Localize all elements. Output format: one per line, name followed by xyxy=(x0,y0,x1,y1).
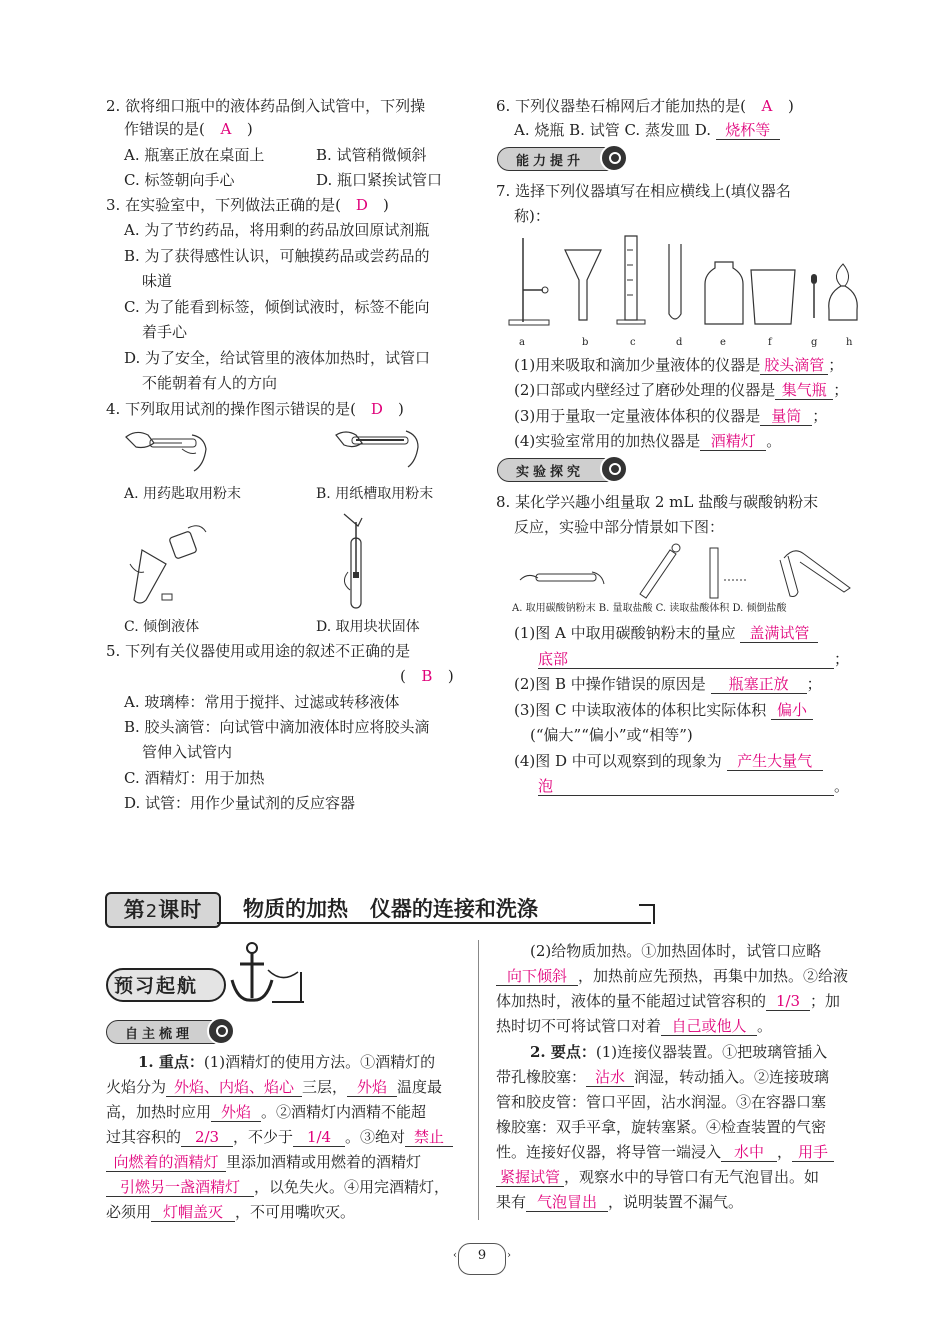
q8-blank-1-2: 底部 xyxy=(538,650,834,669)
q3-option-b: B. 为了获得感性认识，可触摸药品或尝药品的 xyxy=(124,247,430,265)
q8-sub-2: (2)图 B 中操作错误的原因是 瓶塞正放 ； xyxy=(514,675,822,693)
q3-stem: 3. 在实验室中，下列做法正确的是( D ) xyxy=(106,196,389,214)
p1-line-1: 1. 重点：(1)酒精灯的使用方法。①酒精灯的 xyxy=(138,1053,436,1071)
p1-line-3: 高，加热时应用 外焰 。②酒精灯内酒精不能超 xyxy=(106,1103,427,1121)
q4-caption-a: A. 用药匙取用粉末 xyxy=(124,486,242,502)
q7-stem: 7. 选择下列仪器填写在相应横线上(填仪器名 xyxy=(496,182,791,200)
q4-caption-c: C. 倾倒液体 xyxy=(124,619,200,635)
q5-answer-line: ( B ) xyxy=(400,667,454,685)
q2-option-a: A. 瓶塞正放在桌面上 xyxy=(124,146,265,164)
chevron-left-icon: ‹ xyxy=(453,1250,457,1261)
p1-line-4: 过其容积的 2/3 ，不少于 1/4 。③绝对 禁止 xyxy=(106,1126,453,1148)
q8-figure xyxy=(512,542,862,600)
p3-blank-wet: 沾水 xyxy=(586,1068,634,1087)
q8-blank-4-2: 泡 xyxy=(538,777,834,796)
label-b: b xyxy=(582,337,589,348)
magnifier-icon xyxy=(600,455,628,483)
q3-option-b-2: 味道 xyxy=(142,272,173,290)
q7-blank-1: 胶头滴管 xyxy=(760,356,828,375)
q5-option-d: D. 试管：用作少量试剂的反应容器 xyxy=(124,794,356,812)
q4-figure-b xyxy=(334,425,424,473)
preview-banner: 预习起航 xyxy=(106,968,226,1002)
p1-blank-heating: 外焰 xyxy=(211,1103,261,1122)
q7-blank-2: 集气瓶 xyxy=(775,381,833,400)
anchor-icon xyxy=(228,940,308,1010)
q3-option-c-2: 着手心 xyxy=(142,323,188,341)
p3-line-5: 性。连接好仪器，将导管一端浸入 水中 ， 用手 xyxy=(496,1141,834,1163)
chevron-right-icon: › xyxy=(507,1250,511,1261)
p1-line-2: 火焰分为 外焰、内焰、焰心 三层， 外焰 温度最 xyxy=(106,1078,443,1096)
q4-figure-d xyxy=(336,512,386,612)
lesson-corner xyxy=(639,904,655,924)
p2-line-3: 体加热时，液体的量不能超过试管容积的 1/3 ；加 xyxy=(496,992,841,1010)
q8-sub-1: (1)图 A 中取用碳酸钠粉末的量应 盖满试管 xyxy=(514,622,818,644)
p2-blank-tilt: 向下倾斜 xyxy=(496,967,578,986)
label-a: a xyxy=(519,337,525,348)
p1-line-7: 必须用 灯帽盖灭 ，不可用嘴吹灭。 xyxy=(106,1203,356,1221)
q7-sub-3: (3)用于量取一定量液体体积的仪器是 量筒 ； xyxy=(514,407,828,425)
p2-line-2: 向下倾斜 ，加热前应先预热，再集中加热。②给液 xyxy=(496,965,848,987)
p2-blank-volume: 1/3 xyxy=(766,992,810,1011)
q8-blank-2: 瓶塞正放 xyxy=(711,675,807,694)
q8-sub-4-2: 泡 。 xyxy=(538,777,850,795)
q5-stem: 5. 下列有关仪器使用或用途的叙述不正确的是 xyxy=(106,642,411,660)
label-e: e xyxy=(720,337,726,348)
p1-line-5: 向燃着的酒精灯 里添加酒精或用燃着的酒精灯 xyxy=(106,1151,421,1173)
q5-option-a: A. 玻璃棒：常用于搅拌、过滤或转移液体 xyxy=(124,693,400,711)
badge-explore: 实验探究 xyxy=(497,458,627,482)
p3-blank-bubbles: 气泡冒出 xyxy=(526,1193,608,1212)
q8-figure-captions: A. 取用碳酸钠粉末 B. 量取盐酸 C. 读取盐酸体积 D. 倾倒盐酸 xyxy=(512,603,787,614)
p3-line-3: 管和胶皮管：管口平固，沾水润湿。③在容器口塞 xyxy=(496,1093,827,1111)
p1-blank-hottest: 外焰 xyxy=(347,1078,397,1097)
banner-bracket xyxy=(300,972,302,1002)
q5-answer: B xyxy=(421,667,433,685)
q3-option-a: A. 为了节约药品，将用剩的药品放回原试剂瓶 xyxy=(124,221,430,239)
q3-option-c: C. 为了能看到标签，倾倒试液时，标签不能向 xyxy=(124,298,430,316)
label-h: h xyxy=(846,337,853,348)
label-d: d xyxy=(676,337,683,348)
q2-option-d: D. 瓶口紧挨试管口 xyxy=(316,171,443,189)
lesson-title: 物质的加热 仪器的连接和洗涤 xyxy=(243,897,538,921)
page-number: ‹ 9 › xyxy=(458,1243,506,1275)
q8-stem: 8. 某化学兴趣小组量取 2 mL 盐酸与碳酸钠粉末 xyxy=(496,493,819,511)
q8-stem-2: 反应，实验中部分情景如下图： xyxy=(514,518,725,536)
p1-blank-ignite: 引燃另一盏酒精灯 xyxy=(106,1178,254,1197)
q6-stem: 6. 下列仪器垫石棉网后才能加热的是( A ) xyxy=(496,97,794,115)
p1-blank-flame-parts: 外焰、内焰、焰心 xyxy=(166,1078,302,1097)
q2-option-c: C. 标签朝向手心 xyxy=(124,171,235,189)
q8-blank-1: 盖满试管 xyxy=(740,624,818,643)
q7-sub-4: (4)实验室常用的加热仪器是 酒精灯 。 xyxy=(514,432,782,450)
q2-answer: A xyxy=(220,120,232,138)
q4-caption-b: B. 用纸槽取用粉末 xyxy=(316,486,434,502)
q3-answer: D xyxy=(355,196,368,214)
q7-apparatus-figure xyxy=(505,230,865,330)
q8-blank-4: 产生大量气 xyxy=(727,752,823,771)
q4-caption-d: D. 取用块状固体 xyxy=(316,619,420,635)
q7-sub-2: (2)口部或内壁经过了磨砂处理的仪器是 集气瓶 ； xyxy=(514,381,849,399)
magnifier-icon xyxy=(600,144,628,172)
p1-line-6: 引燃另一盏酒精灯 ，以免失火。④用完酒精灯， xyxy=(106,1176,449,1198)
q8-sub-1-2: 底部 ； xyxy=(538,650,850,668)
q8-sub-4: (4)图 D 中可以观察到的现象为 产生大量气 xyxy=(514,750,823,772)
q5-option-c: C. 酒精灯：用于加热 xyxy=(124,769,265,787)
label-c: c xyxy=(630,337,636,348)
p3-line-4: 橡胶塞：双手平拿，旋转塞紧。④检查装置的气密 xyxy=(496,1118,827,1136)
p2-blank-direction: 自己或他人 xyxy=(661,1017,757,1036)
p1-blank-min: 1/4 xyxy=(293,1128,345,1147)
p3-line-1: 2. 要点：(1)连接仪器装置。①把玻璃管插入 xyxy=(530,1043,828,1061)
q6-blank-d: 烧杯等 xyxy=(716,121,780,140)
p1-blank-max: 2/3 xyxy=(181,1128,233,1147)
q3-option-d-2: 不能朝着有人的方向 xyxy=(142,374,278,392)
p1-blank-forbid: 禁止 xyxy=(405,1128,453,1147)
q8-sub-3-2: (“偏大”“偏小”或“相等”) xyxy=(530,726,693,744)
q3-option-d: D. 为了安全，给试管里的液体加热时，试管口 xyxy=(124,349,431,367)
q7-stem-2: 称)： xyxy=(514,207,550,225)
q5-option-b-2: 管伸入试管内 xyxy=(142,743,233,761)
lesson-underline xyxy=(217,922,651,924)
q2-stem: 2. 欲将细口瓶中的液体药品倒入试管中，下列操 xyxy=(106,97,426,115)
p1-blank-extinguish: 灯帽盖灭 xyxy=(151,1203,235,1222)
p3-blank-hand: 用手 xyxy=(792,1143,834,1162)
badge-self-study: 自主梳理 xyxy=(106,1020,234,1044)
q7-sub-1: (1)用来吸取和滴加少量液体的仪器是 胶头滴管 ； xyxy=(514,356,844,374)
q8-blank-3: 偏小 xyxy=(771,701,813,720)
p3-blank-grip: 紧握试管 xyxy=(496,1168,564,1187)
q2-option-b: B. 试管稍微倾斜 xyxy=(316,146,427,164)
lesson-header xyxy=(105,892,655,926)
p3-line-6: 紧握试管 ，观察水中的导管口有无气泡冒出。如 xyxy=(496,1166,819,1188)
q6-options: A. 烧瓶 B. 试管 C. 蒸发皿 D. 烧杯等 xyxy=(514,119,780,141)
p2-line-4: 热时切不可将试管口对着 自己或他人 。 xyxy=(496,1017,773,1035)
column-divider xyxy=(478,940,479,1220)
q6-answer: A xyxy=(761,97,773,115)
q4-figure-c xyxy=(128,520,213,610)
q8-sub-3: (3)图 C 中读取液体的体积比实际体积 偏小 xyxy=(514,699,813,721)
p3-line-7: 果有 气泡冒出 ，说明装置不漏气。 xyxy=(496,1193,744,1211)
magnifier-icon xyxy=(207,1017,235,1045)
q4-stem: 4. 下列取用试剂的操作图示错误的是( D ) xyxy=(106,400,404,418)
lesson-number-badge: 第2课时 xyxy=(105,892,221,928)
badge-ability: 能力提升 xyxy=(497,147,627,171)
p1-blank-forbid-2: 向燃着的酒精灯 xyxy=(106,1153,226,1172)
q2-stem-2: 作错误的是( A ) xyxy=(124,120,253,138)
q7-blank-4: 酒精灯 xyxy=(700,432,766,451)
p2-line-1: (2)给物质加热。①加热固体时，试管口应略 xyxy=(530,942,822,960)
label-g: g xyxy=(811,337,818,348)
q4-answer: D xyxy=(370,400,383,418)
q7-blank-3: 量筒 xyxy=(760,407,812,426)
p3-line-2: 带孔橡胶塞： 沾水 润湿，转动插入。②连接玻璃 xyxy=(496,1068,830,1086)
q5-option-b: B. 胶头滴管：向试管中滴加液体时应将胶头滴 xyxy=(124,718,430,736)
q4-figure-a xyxy=(122,425,212,473)
p3-blank-water: 水中 xyxy=(721,1143,777,1162)
label-f: f xyxy=(768,337,772,348)
